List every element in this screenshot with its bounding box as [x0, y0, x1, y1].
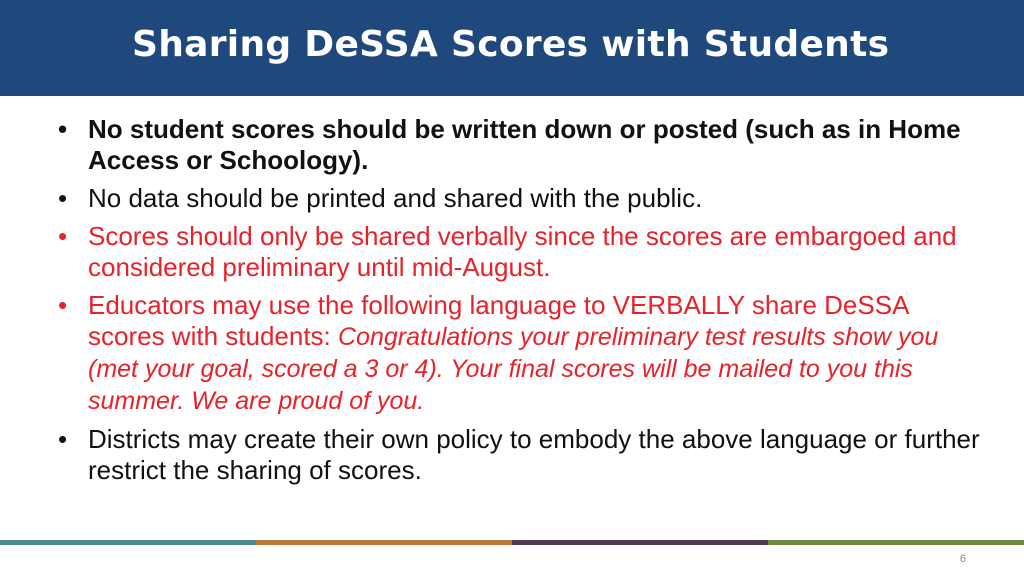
bullet-text-2: No data should be printed and shared with the public. [88, 183, 703, 213]
bullet-text-3: Scores should only be shared verbally since the scores are embargoed and considered preliminary until mid-August. [88, 221, 957, 282]
slide-content [52, 114, 982, 493]
stripe-segment-2 [256, 540, 512, 545]
bullet-icon: • [58, 183, 68, 213]
bullet-icon: • [58, 290, 68, 320]
bullet-icon: • [58, 114, 68, 144]
bullet-text-5: Districts may create their own policy to embody the above language or further restrict the sharing of scores. [88, 424, 980, 485]
bullet-item-4 [52, 290, 982, 417]
bullet-item-5 [52, 424, 982, 486]
bullet-item-1 [52, 114, 982, 176]
bullet-list [52, 114, 982, 486]
footer-stripe [0, 540, 1024, 545]
bullet-icon: • [58, 424, 68, 454]
stripe-segment-4 [768, 540, 1024, 545]
bullet-text-1: No student scores should be written down or posted (such as in Home Access or Schoology). [88, 114, 961, 175]
bullet-item-2 [52, 183, 982, 214]
slide-number: 6 [959, 553, 966, 565]
slide-title: Sharing DeSSA Scores with Students [132, 24, 890, 65]
bullet-item-3 [52, 221, 982, 283]
stripe-segment-1 [0, 540, 256, 545]
bullet-icon: • [58, 221, 68, 251]
stripe-segment-3 [512, 540, 768, 545]
title-bar [0, 0, 1024, 96]
bullet-text-4-italic: Congratulations your preliminary test results show you (met your goal, scored a 3 or 4). Your final scores will be mailed to you this summer. We are proud of you. [88, 323, 939, 415]
bullet-text-4: Educators may use the following language to VERBALLY share DeSSA scores with students: [88, 290, 908, 351]
